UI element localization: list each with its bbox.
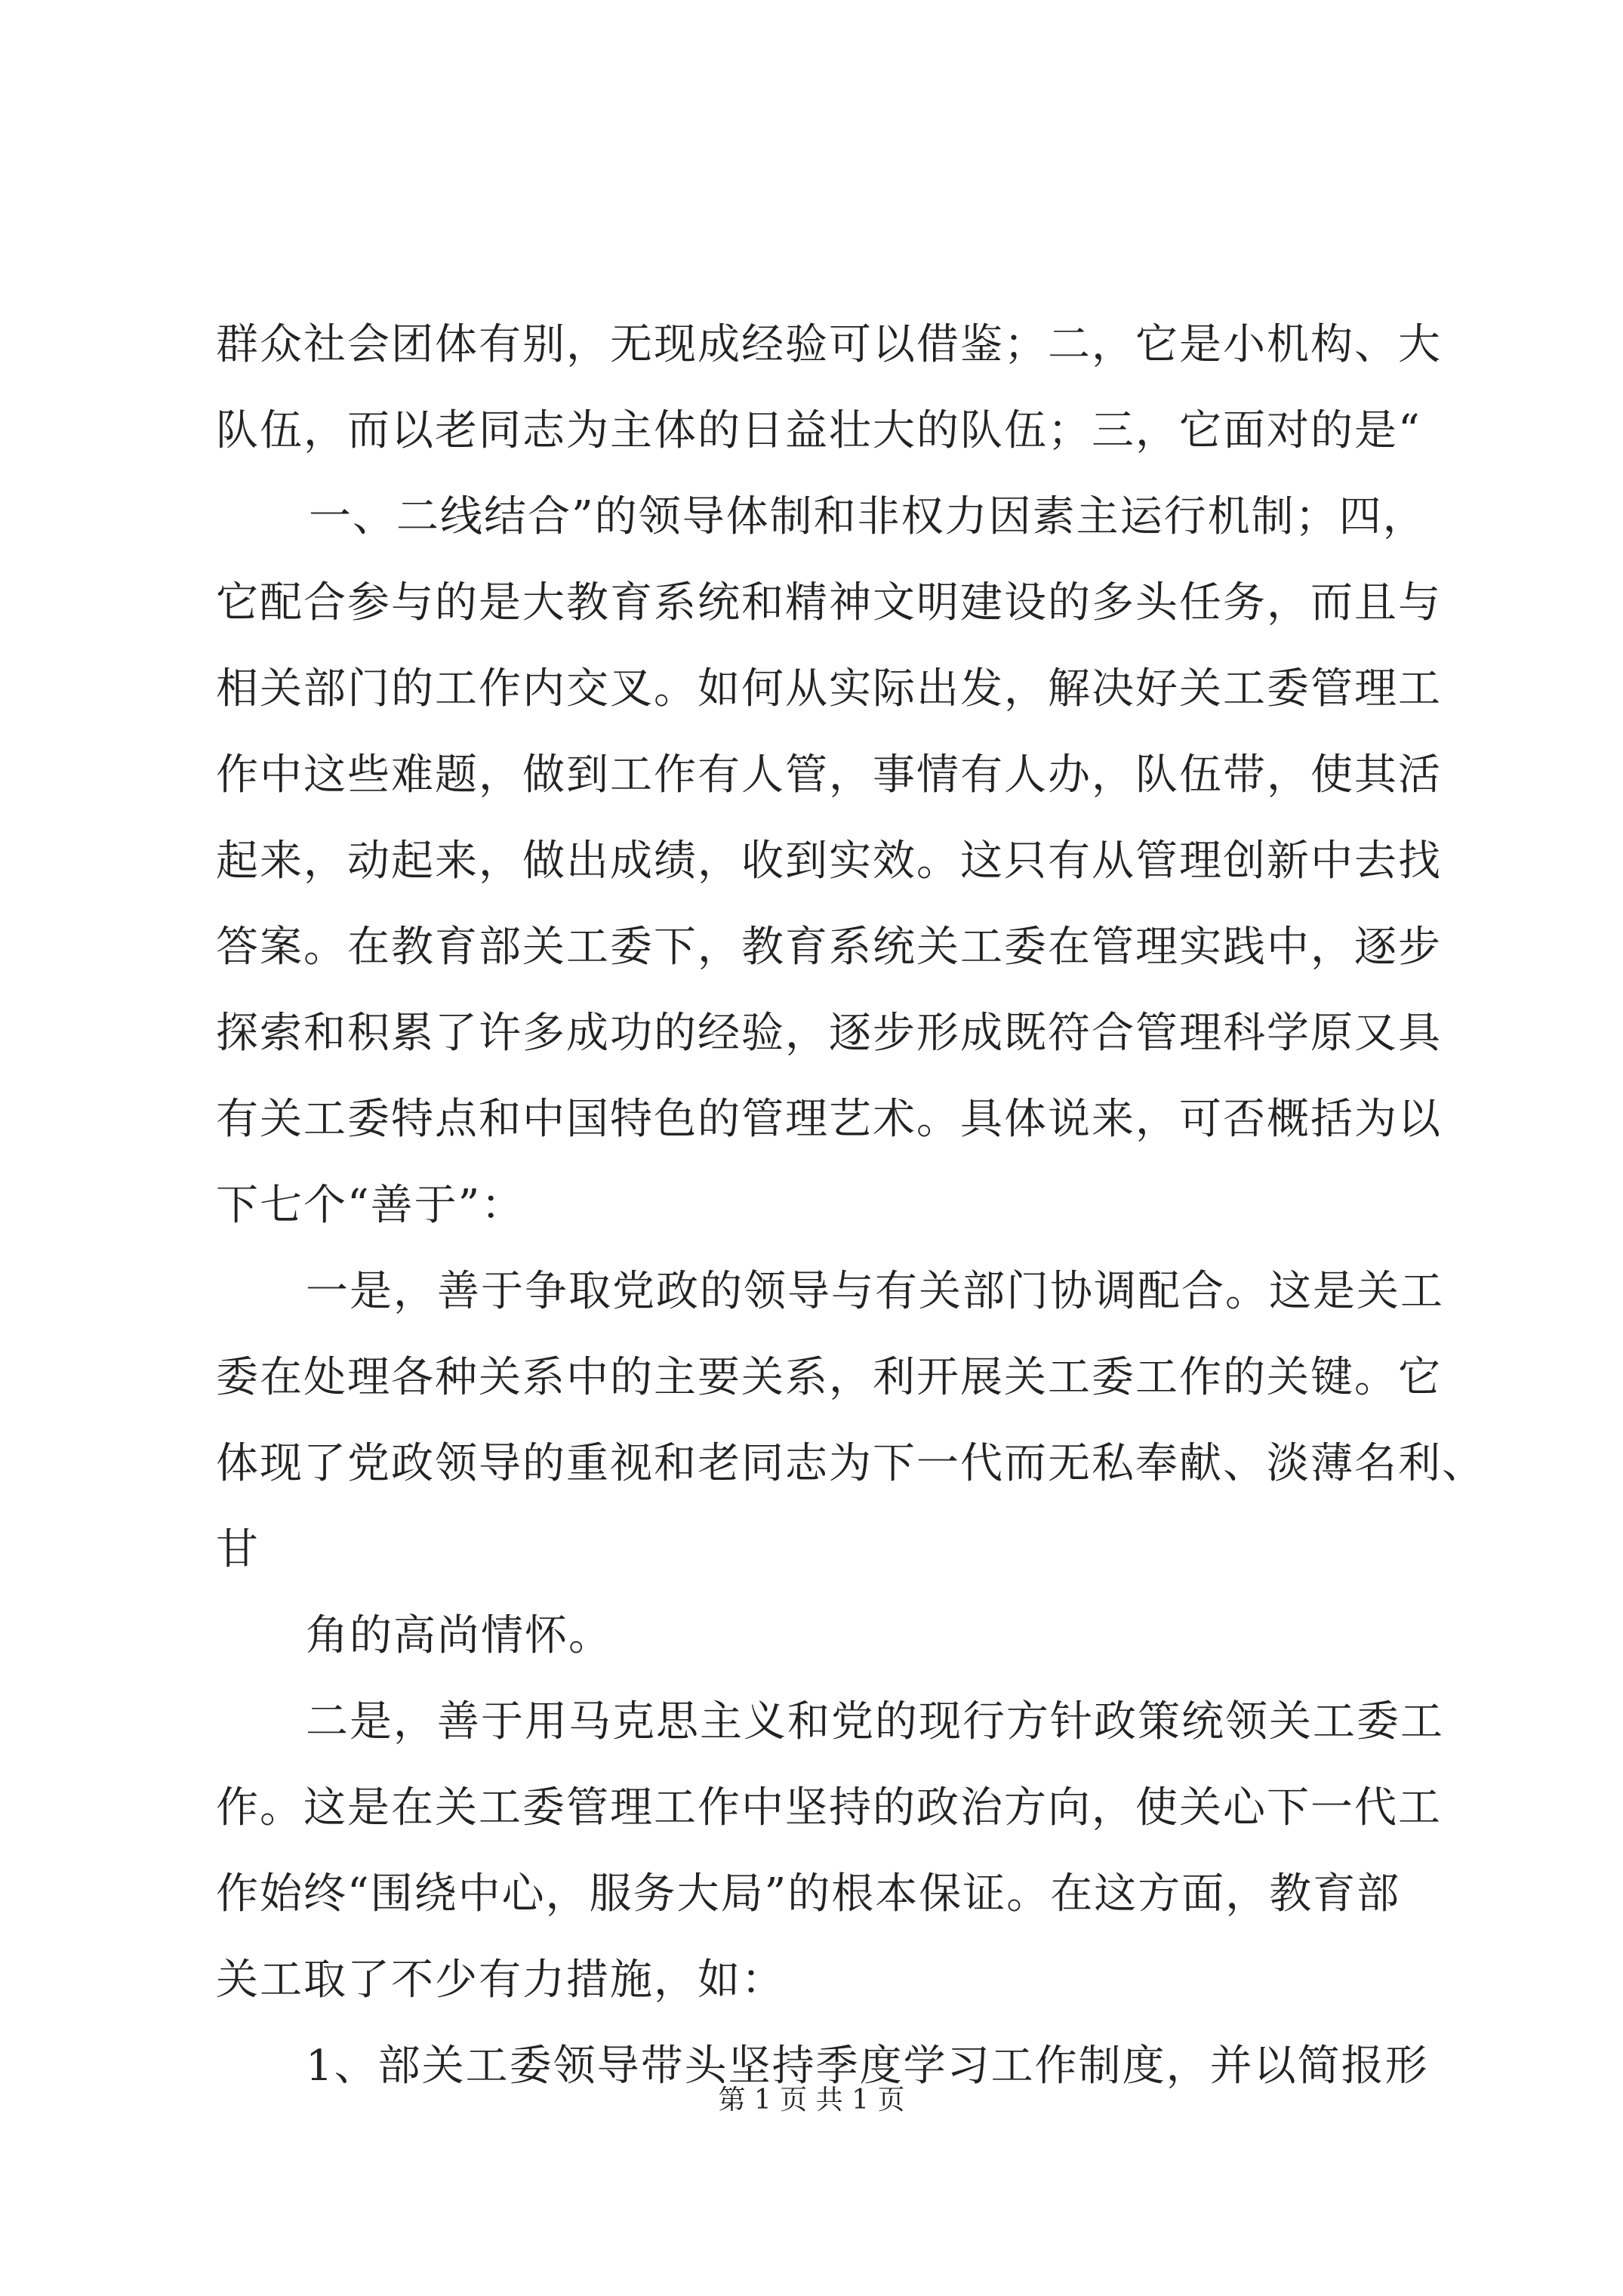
text-line-3: 一、二线结合”的领导体制和非权力因素主运行机制；四， <box>309 492 1427 541</box>
text-line-1: 群众社会团体有别，无现成经验可以借鉴；二，它是小机构、大 <box>216 320 1442 369</box>
text-line-4: 它配合参与的是大教育系统和精神文明建设的多头任务，而且与 <box>216 578 1442 627</box>
text-line-2: 队伍，而以老同志为主体的日益壮大的队伍；三，它面对的是“ <box>216 406 1421 455</box>
text-line-14: 体现了党政领导的重视和老同志为下一代而无私奉献、淡薄名利、 <box>216 1439 1486 1488</box>
text-line-16: 角的高尚情怀。 <box>306 1611 612 1660</box>
text-line-20: 关工取了不少有力措施，如： <box>216 1955 785 2005</box>
text-line-12: 一是，善于争取党政的领导与有关部门协调配合。这是关工 <box>306 1267 1444 1316</box>
text-line-13: 委在处理各种关系中的主要关系，利开展关工委工作的关键。它 <box>216 1353 1442 1402</box>
text-line-5: 相关部门的工作内交叉。如何从实际出发，解决好关工委管理工 <box>216 664 1442 713</box>
text-line-6: 作中这些难题，做到工作有人管，事情有人办，队伍带，使其活 <box>216 750 1442 800</box>
text-line-19: 作始终“围绕中心，服务大局”的根本保证。在这方面，教育部 <box>216 1869 1401 1918</box>
text-line-10: 有关工委特点和中国特色的管理艺术。具体说来，可否概括为以 <box>216 1095 1442 1144</box>
text-line-15: 甘 <box>216 1525 260 1574</box>
text-line-8: 答案。在教育部关工委下，教育系统关工委在管理实践中，逐步 <box>216 923 1442 972</box>
text-line-9: 探索和积累了许多成功的经验，逐步形成既符合管理科学原又具 <box>216 1009 1442 1058</box>
text-line-7: 起来，动起来，做出成绩，收到实效。这只有从管理创新中去找 <box>216 837 1442 886</box>
text-line-11: 下七个“善于”： <box>216 1181 525 1230</box>
page-footer: 第 1 页 共 1 页 <box>718 2085 905 2116</box>
text-line-18: 作。这是在关工委管理工作中坚持的政治方向，使关心下一代工 <box>216 1783 1442 1832</box>
text-line-21: 1、部关工委领导带头坚持季度学习工作制度，并以简报形 <box>306 2042 1429 2091</box>
text-line-17: 二是，善于用马克思主义和党的现行方针政策统领关工委工 <box>306 1697 1444 1746</box>
